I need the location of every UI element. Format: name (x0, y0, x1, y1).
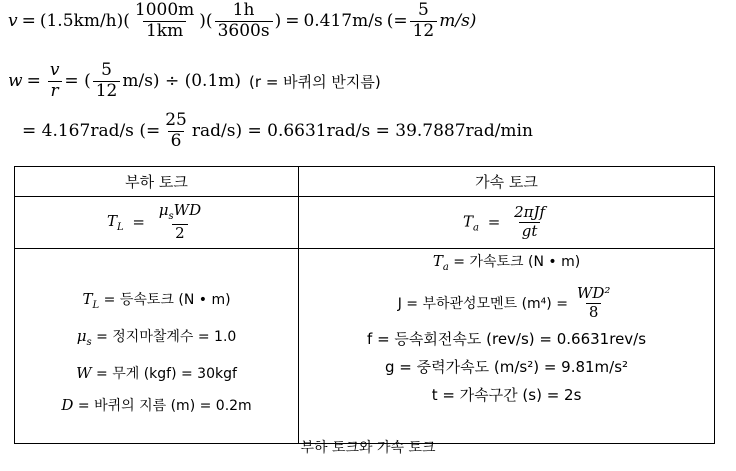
def-mu: $\mu_s$ = 정지마찰계수 = 1.0 (76, 327, 237, 348)
fraction-5-12-b: $\frac{5}{12}$ (93, 62, 121, 101)
fraction-25-6: $\frac{25}{6}$ (165, 110, 187, 151)
accel-torque-definitions (299, 249, 715, 444)
fraction-5-12: $\frac{5}{12}$ (410, 2, 438, 41)
radius-note: (r = 바퀴의 반지름) (249, 72, 381, 91)
def-ta: $T_a$ = 가속토크 (N • m) (432, 252, 581, 273)
torque-table (14, 166, 715, 444)
equation-angular-result: = 4.167rad/s (= $\frac{25}{6}$ rad/s) = 0.6631rad/s = 39.7887rad/min (22, 110, 533, 151)
def-tl: $T_L$ = 등속토크 (N • m) (82, 290, 231, 311)
fraction-v-over-r: $\frac{v}{r}$ (47, 62, 63, 101)
header-accel-torque: 가속 토크 (299, 167, 715, 197)
def-w: W = 무게 (kgf) = 30kgf (76, 364, 237, 382)
def-f: f = 등속회전속도 (rev/s) = 0.6631rev/s (367, 329, 647, 348)
speed-symbol: v (8, 11, 18, 32)
def-d: D = 바퀴의 지름 (m) = 0.2m (61, 396, 252, 414)
header-load-torque: 부하 토크 (15, 167, 299, 197)
formula-accel-torque: $T_a$ = $\frac{\text{2πJf}}{gt}$ (299, 197, 715, 249)
speed-given: (1.5km/h) (39, 11, 124, 32)
equation-angular-velocity: w = $\frac{v}{r}$ = ( $\frac{5}{12}$ m/s) ÷ (0.1m) (r = 바퀴의 반지름) (8, 60, 381, 101)
speed-result: 0.417m/s (303, 11, 383, 32)
def-t: t = 가속구간 (s) = 2s (431, 385, 582, 404)
equation-speed: v = (1.5km/h) ( $\frac{1000m}{1km}$ )( $\frac{1h}{3600s}$ ) = 0.417m/s (= $\frac{5}{12}$ m/s) (8, 0, 477, 41)
fraction-h-per-s: $\frac{1h}{3600s}$ (215, 2, 273, 41)
omega-symbol: w (8, 71, 23, 92)
def-g: g = 중력가속도 (m/s²) = 9.81m/s² (385, 357, 629, 376)
fraction-m-per-km: $\frac{1000m}{1km}$ (134, 0, 195, 41)
formula-load-torque: $T_L$ = $\frac{\mu_sWD}{2}$ (15, 197, 299, 249)
def-j: J = 부하관성모멘트 (m⁴) = $\frac{\text{WD²}}{8}$ (397, 284, 611, 321)
load-torque-definitions (15, 249, 299, 444)
figure-caption: 부하 토크와 가속 토크 (300, 440, 436, 456)
